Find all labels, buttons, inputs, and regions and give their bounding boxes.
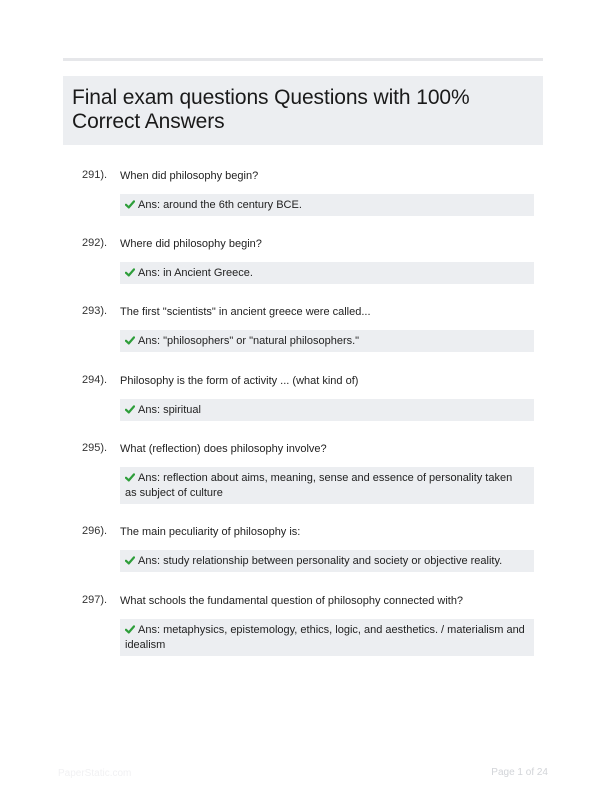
answer-box xyxy=(120,262,534,284)
answer-text: Ans: metaphysics, epistemology, ethics, logic, and aesthetics. / materialism and idealism xyxy=(125,624,525,651)
question-number: 297). xyxy=(82,594,108,606)
answer-text: Ans: "philosophers" or "natural philosophers." xyxy=(138,335,360,347)
answer-text: Ans: reflection about aims, meaning, sense and essence of personality taken as subject of culture xyxy=(125,472,513,499)
question-number: 293). xyxy=(82,305,108,317)
question-number: 292). xyxy=(82,237,108,249)
question-number: 294). xyxy=(82,374,108,386)
check-icon xyxy=(125,556,135,565)
answer-text: Ans: study relationship between personality and society or objective reality. xyxy=(138,555,503,567)
check-icon xyxy=(125,200,135,209)
answer-text: Ans: around the 6th century BCE. xyxy=(138,199,302,211)
check-icon xyxy=(125,268,135,277)
question-text: The first "scientists" in ancient greece were called... xyxy=(120,306,371,318)
check-icon xyxy=(125,336,135,345)
page-number: Page 1 of 24 xyxy=(491,767,548,778)
question-text: What (reflection) does philosophy involve? xyxy=(120,443,327,455)
question-number: 291). xyxy=(82,169,108,181)
question-number: 295). xyxy=(82,442,108,454)
answer-box xyxy=(120,330,534,352)
answer-box xyxy=(120,550,534,572)
footer-watermark: PaperStatic.com xyxy=(58,768,132,779)
question-text: The main peculiarity of philosophy is: xyxy=(120,526,301,538)
title-banner xyxy=(63,76,543,145)
page-title: Final exam questions Questions with 100% Correct Answers xyxy=(72,86,470,133)
question-text: When did philosophy begin? xyxy=(120,170,259,182)
question-text: What schools the fundamental question of philosophy connected with? xyxy=(120,595,464,607)
answer-box xyxy=(120,619,534,656)
question-text: Where did philosophy begin? xyxy=(120,238,262,250)
check-icon xyxy=(125,473,135,482)
answer-text: Ans: in Ancient Greece. xyxy=(138,267,253,279)
top-divider xyxy=(63,58,543,61)
question-number: 296). xyxy=(82,525,108,537)
check-icon xyxy=(125,625,135,634)
check-icon xyxy=(125,405,135,414)
question-text: Philosophy is the form of activity ... (what kind of) xyxy=(120,375,359,387)
answer-box xyxy=(120,399,534,421)
answer-text: Ans: spiritual xyxy=(138,404,201,416)
answer-box xyxy=(120,194,534,216)
answer-box xyxy=(120,467,534,504)
